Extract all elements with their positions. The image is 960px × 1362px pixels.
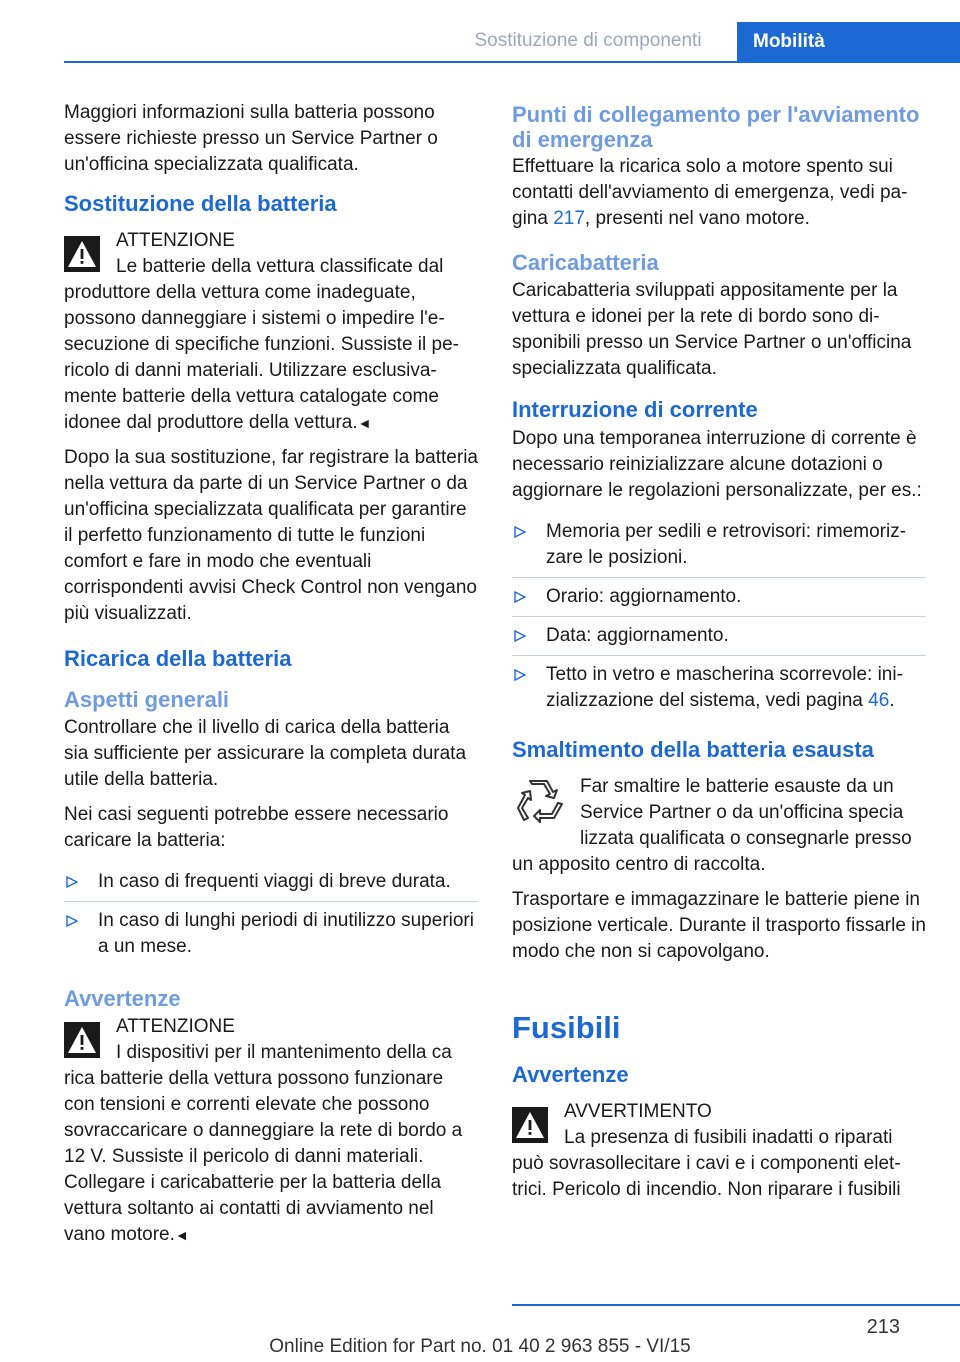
warning-text: produttore della vettura come inadeguate, possono danneggiare i sistemi o impedire l'esecuzione di specifiche funzioni. Sussiste il pericolo di danni materiali. Utilizzare esclusivamente batterie della vettura catalogate come idonee dal produttore della vettura. [64,282,459,433]
list-interruzione [512,513,926,720]
paragraph-nei-casi: Nei casi seguenti potrebbe essere necessario caricare la batteria: [64,804,449,851]
warning-triangle-icon [64,236,100,272]
paragraph-trasportare: Trasportare e immagazzinare le batterie piene in posizione verticale. Durante il trasporto fissarle in modo che non si capovolgano. [512,889,926,962]
triangle-bullet-icon [514,630,526,642]
warning-triangle-icon [64,1022,100,1058]
paragraph-dopo: Dopo la sua sostituzione, far registrare la batteria nella vettura da parte di un Service Partner o da un'officina specializzata qualificata per garantire il perfetto funzionamento di tutte le funzioni comfort e fare in modo che eventuali corrispondenti avvisi Check Control non vengano più visualizzati. [64,447,478,624]
heading-ricarica: Ricarica della batteria [64,646,292,671]
recycle-text-line: Far smaltire le batterie esauste da un [580,776,894,797]
warning-label: AVVERTIMENTO [564,1101,712,1122]
list-item-text: Memoria per sedili e retrovisori: rimemorizzare le posizioni. [546,521,907,568]
end-mark: ◄ [357,415,372,431]
triangle-bullet-icon [514,526,526,538]
paragraph-controllare: Controllare che il livello di carica della batteria sia sufficiente per assicurare la completa durata utile della batteria. [64,717,467,790]
warning-text: può sovrasollecitare i cavi e i componenti elettrici. Pericolo di incendio. Non riparare i fusibili [512,1153,901,1200]
paragraph-caricabatteria: Caricabatteria sviluppati appositamente per la vettura e idonei per la rete di bordo sono disponibili presso un Service Partner o un'officina specializzata qualificata. [512,280,912,379]
warning-label: ATTENZIONE [116,1016,235,1037]
left-column [64,100,478,1257]
heading-punti-collegamento: Punti di collegamento per l'avviamento di emergenza [512,102,920,152]
triangle-bullet-icon [66,876,78,888]
list-item-text: Orario: aggiornamento. [546,586,742,607]
header-rule [64,61,960,63]
list-item-text: Data: aggiornamento. [546,625,729,646]
heading-avvertenze: Avvertenze [64,986,181,1011]
heading-fusibili: Fusibili [512,1010,621,1045]
list-item [64,863,478,902]
warning-text: rica batterie della vettura possono funzionare con tensioni e correnti elevate che possono sovraccaricare o danneggiare la rete di bordo a 12 V. Sussiste il pericolo di danni materiali. Collegare i caricabatterie per la batteria della vettura soltanto ai contatti di avviamento nel vano motore. [64,1068,463,1245]
warning-note-1 [64,228,478,436]
list-item [512,578,926,617]
heading-interruzione: Interruzione di corrente [512,397,758,422]
intro-paragraph: Maggiori informazioni sulla batteria possono essere richieste presso un Service Partner o un'officina specializzata qualificata. [64,102,438,175]
recycle-text-line: Service Partner o da un'officina specia [580,802,904,823]
paragraph-effettuare: Effettuare la ricarica solo a motore spento sui contatti dell'avviamento di emergenza, vedi pagina 217, presenti nel vano motore. [512,156,908,229]
edition-footer: Online Edition for Part no. 01 40 2 963 855 - VI/15 [269,1336,691,1357]
recycle-note [512,774,926,878]
heading-smaltimento: Smaltimento della batteria esausta [512,737,874,762]
list-ricarica [64,863,478,966]
list-item-text: In caso di lunghi periodi di inutilizzo superiori a un mese. [98,910,474,957]
triangle-bullet-icon [514,669,526,681]
warning-text-line: La presenza di fusibili inadatti o riparati [564,1127,893,1148]
list-item-text: Tetto in vetro e mascherina scorrevole: inizializzazione del sistema, vedi pagina [546,664,903,711]
list-item: Tetto in vetro e mascherina scorrevole: inizializzazione del sistema, vedi pagina 46. [512,656,926,720]
recycle-text: un apposito centro di raccolta. [512,854,766,875]
heading-avvertenze-fusibili: Avvertenze [512,1062,629,1087]
right-column [512,100,926,1212]
footer-rule [512,1304,960,1306]
end-mark: ◄ [174,1227,189,1243]
recycle-text-line: lizzata qualificata o consegnarle presso [580,828,912,849]
heading-sostituzione: Sostituzione della batteria [64,191,337,216]
heading-aspetti-generali: Aspetti generali [64,687,230,712]
warning-label: ATTENZIONE [116,230,235,251]
heading-caricabatteria: Caricabatteria [512,250,659,275]
warning-text-line: I dispositivi per il mantenimento della ca [116,1042,452,1063]
page-number: 213 [866,1316,900,1338]
header-chapter-tab[interactable]: Mobilità [737,22,960,62]
triangle-bullet-icon [514,591,526,603]
paragraph-interruzione: Dopo una temporanea interruzione di corrente è necessario reinizializzare alcune dotazioni o aggiornare le regolazioni personalizzate, per es.: [512,428,922,501]
list-item [512,513,926,578]
page-header [0,0,960,64]
warning-note-2 [64,1014,478,1248]
recycle-icon [512,776,564,828]
list-item [64,902,478,966]
page-link-46[interactable]: 46 [868,690,890,711]
page-link-217[interactable]: 217 [553,208,585,229]
warning-text-line: Le batterie della vettura classificate dal [116,256,444,277]
triangle-bullet-icon [66,915,78,927]
list-item [512,617,926,656]
warning-triangle-icon [512,1107,548,1143]
list-item-text: In caso di frequenti viaggi di breve durata. [98,871,451,892]
warning-note-3 [512,1099,926,1203]
header-section-title: Sostituzione di componenti [474,30,702,51]
